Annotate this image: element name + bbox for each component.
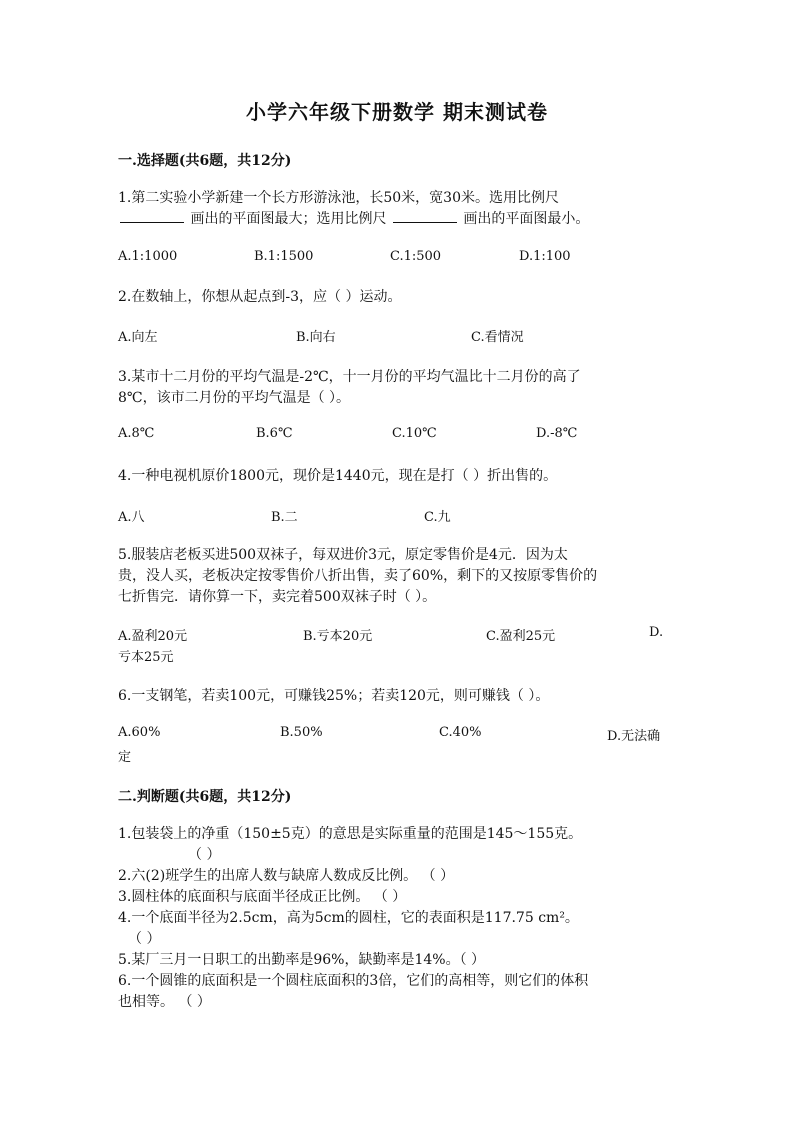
question-3-option-b: B.6℃ — [256, 426, 293, 441]
question-5-option-d: D. — [649, 625, 664, 640]
question-3-line-1: 3.某市十二月份的平均气温是-2℃，十一月份的平均气温比十二月份的高了 — [118, 369, 581, 385]
question-1-option-c: C.1:500 — [390, 249, 442, 264]
question-6-option-b: B.50% — [280, 725, 323, 740]
question-4-option-b: B.二 — [271, 510, 298, 525]
question-1-option-d: D.1:100 — [519, 249, 571, 264]
question-2-line-1: 2.在数轴上，你想从起点到-3，应（ ）运动。 — [118, 289, 402, 305]
question-3-line-2: 8℃，该市二月份的平均气温是（ ）。 — [118, 390, 351, 406]
section-choice-heading: 一.选择题(共6题，共12分) — [118, 153, 292, 169]
question-2-option-a: A.向左 — [118, 330, 158, 345]
question-3-option-a: A.8℃ — [118, 426, 155, 441]
question-5-option-c: C.盈利25元 — [486, 629, 556, 644]
question-6-option-d: D.无法确 — [607, 729, 661, 744]
question-4-option-a: A.八 — [118, 510, 145, 525]
question-2-option-b: B.向右 — [296, 330, 336, 345]
judgement-6-line-2: 也相等。 （ ） — [118, 994, 211, 1010]
section-judgement-heading: 二.判断题(共6题，共12分) — [118, 789, 292, 805]
question-6-option-d-continued: 定 — [118, 750, 132, 765]
question-5-option-a: A.盈利20元 — [118, 629, 188, 644]
page-title: 小学六年级下册数学 期末测试卷 — [246, 100, 548, 124]
question-5-line-3: 七折售完．请你算一下，卖完着500双袜子时（ ）。 — [118, 589, 437, 605]
question-1-line-2 — [118, 208, 589, 228]
answer-blank — [393, 210, 457, 223]
judgement-3: 3.圆柱体的底面积与底面半径成正比例。 （ ） — [118, 889, 407, 905]
judgement-4-line-1: 4.一个底面半径为2.5cm，高为5cm的圆柱，它的表面积是117.75 cm²。 — [118, 910, 579, 926]
question-3-option-c: C.10℃ — [392, 426, 437, 441]
question-4-option-c: C.九 — [424, 510, 451, 525]
question-6-option-c: C.40% — [439, 725, 482, 740]
question-5-option-b: B.亏本20元 — [303, 629, 373, 644]
judgement-1-line-1: 1.包装袋上的净重（150±5克）的意思是实际重量的范围是145～155克。 — [118, 826, 583, 842]
judgement-6-line-1: 6.一个圆锥的底面积是一个圆柱底面积的3倍，它们的高相等，则它们的体积 — [118, 973, 589, 989]
judgement-2: 2.六(2)班学生的出席人数与缺席人数成反比例。 （ ） — [118, 868, 455, 884]
judgement-5: 5.某厂三月一日职工的出勤率是96%，缺勤率是14%。（ ） — [118, 952, 486, 968]
question-2-option-c: C.看情况 — [471, 330, 524, 345]
question-5-line-2: 贵，没人买，老板决定按零售价八折出售，卖了60%，剩下的又按原零售价的 — [118, 568, 598, 584]
question-1-line-1: 1.第二实验小学新建一个长方形游泳池，长50米，宽30米。选用比例尺 — [118, 190, 559, 206]
question-1-option-a: A.1:1000 — [118, 249, 178, 264]
question-1-text-b: 画出的平面图最小。 — [463, 211, 590, 227]
question-6-option-a: A.60% — [118, 725, 161, 740]
question-5-line-1: 5.服装店老板买进500双袜子，每双进价3元，原定零售价是4元．因为太 — [118, 547, 568, 563]
question-1-option-b: B.1:1500 — [254, 249, 314, 264]
question-6-line-1: 6.一支钢笔，若卖100元，可赚钱25%；若卖120元，则可赚钱（ ）。 — [118, 688, 550, 704]
question-1-text-a: 画出的平面图最大；选用比例尺 — [190, 211, 387, 227]
judgement-1-line-2: （ ） — [188, 847, 221, 863]
question-4-line-1: 4.一种电视机原价1800元，现价是1440元，现在是打（ ）折出售的。 — [118, 468, 558, 484]
question-5-option-d-continued: 亏本25元 — [118, 650, 174, 665]
judgement-4-line-2: （ ） — [128, 931, 161, 947]
question-3-option-d: D.-8℃ — [536, 426, 578, 441]
answer-blank — [120, 210, 184, 223]
